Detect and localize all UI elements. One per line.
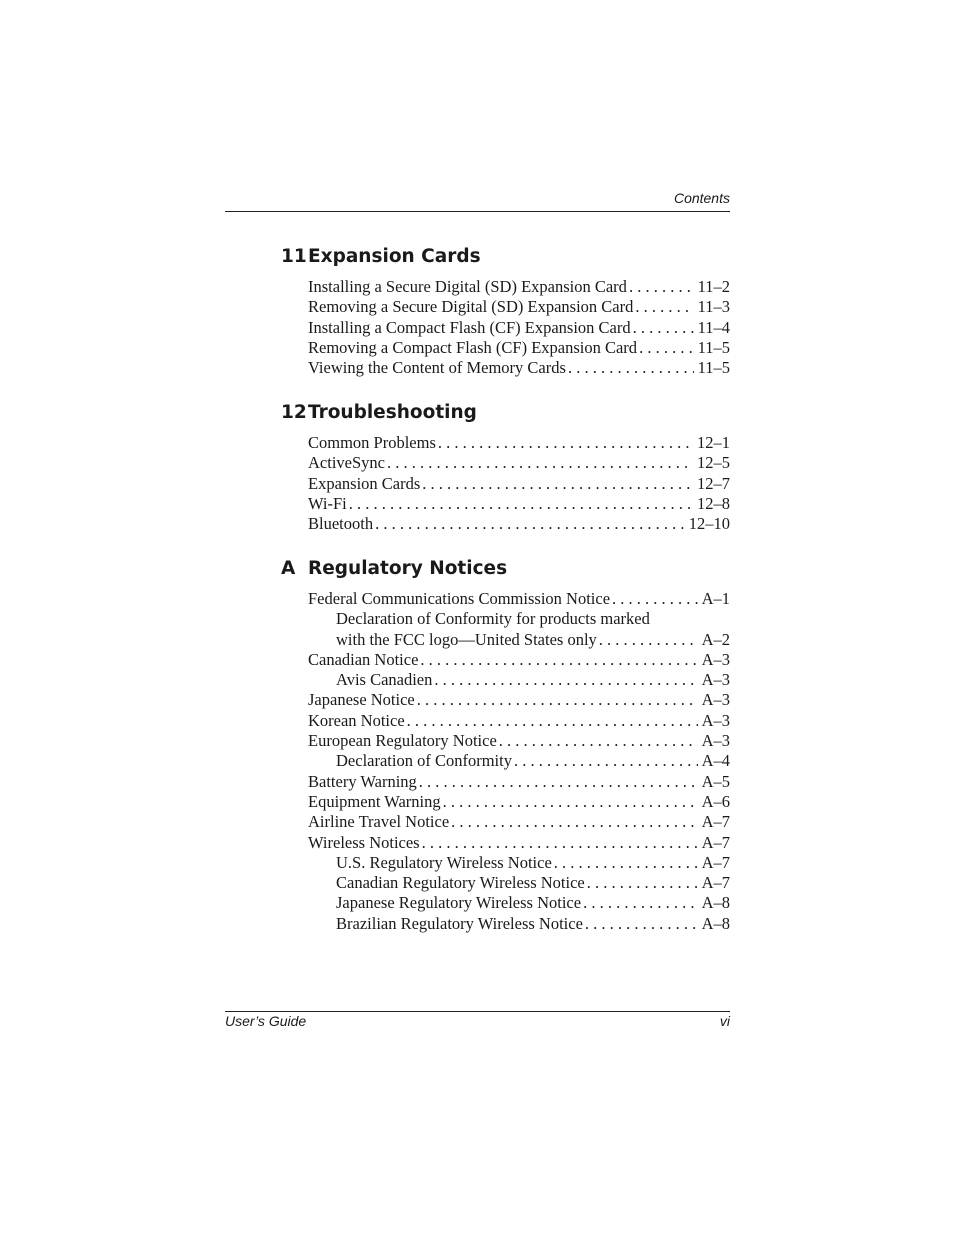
toc-entry[interactable]	[281, 731, 730, 751]
chapter-title: Troubleshooting	[308, 402, 477, 423]
toc-entry[interactable]	[281, 609, 730, 629]
toc-entry[interactable]	[281, 893, 730, 913]
toc-entry[interactable]	[281, 833, 730, 853]
toc-entry[interactable]	[281, 318, 730, 338]
dot-leader	[419, 772, 698, 792]
toc-entry[interactable]	[281, 873, 730, 893]
footer-guide-title: User’s Guide	[225, 1013, 307, 1029]
dot-leader	[387, 453, 693, 473]
toc-entry-label: U.S. Regulatory Wireless Notice	[336, 852, 552, 872]
dot-leader	[407, 711, 698, 731]
toc-entry-page: 12–5	[697, 453, 730, 473]
toc-entry-page: A–5	[701, 771, 730, 791]
dot-leader	[633, 318, 694, 338]
toc-entry-label: Brazilian Regulatory Wireless Notice	[336, 913, 583, 933]
toc-entry-page: 11–4	[697, 317, 730, 337]
toc-entry-page: 12–7	[697, 473, 730, 493]
running-header: Contents	[673, 190, 730, 206]
toc-entry[interactable]	[281, 433, 730, 453]
toc-entry-page: A–7	[701, 873, 730, 893]
toc-entry-label: Expansion Cards	[308, 473, 421, 493]
dot-leader	[375, 514, 685, 534]
footer-page-number: vi	[719, 1013, 730, 1029]
toc-entry-label: ActiveSync	[308, 453, 385, 473]
toc-entry-label: Viewing the Content of Memory Cards	[308, 358, 566, 378]
toc-entry-label: Japanese Notice	[308, 690, 415, 710]
toc-entry-label: Bluetooth	[308, 514, 374, 534]
toc-entry[interactable]	[281, 494, 730, 514]
chapter-title: Expansion Cards	[308, 246, 481, 267]
toc-entry-label: Wi-Fi	[308, 493, 347, 513]
chapter-number: 11	[281, 246, 307, 267]
toc-entry[interactable]	[281, 853, 730, 873]
toc-entry-label: Battery Warning	[308, 771, 417, 791]
toc-entry-page: 12–8	[697, 493, 730, 513]
dot-leader	[438, 433, 693, 453]
toc-entries	[281, 589, 730, 934]
toc-entry-page: A–3	[701, 710, 730, 730]
toc-entry-label: Federal Communications Commission Notice	[308, 589, 611, 608]
toc-entry[interactable]	[281, 338, 730, 358]
toc-entry-page: A–3	[701, 670, 730, 690]
toc-entry-page: A–2	[701, 629, 730, 649]
toc-entry[interactable]	[281, 589, 730, 609]
dot-leader	[599, 630, 698, 650]
toc-entry-label: Installing a Compact Flash (CF) Expansion Card	[308, 317, 631, 337]
toc-entry-label: Equipment Warning	[308, 791, 441, 811]
dot-leader	[443, 792, 698, 812]
toc-entry-label: Avis Canadien	[336, 670, 433, 690]
chapter-heading	[281, 401, 730, 425]
toc-entry-label: Installing a Secure Digital (SD) Expansion Card	[308, 277, 627, 296]
toc-entry[interactable]	[281, 277, 730, 297]
running-footer	[225, 1013, 730, 1029]
chapter-number: A	[281, 558, 296, 579]
chapter-title: Regulatory Notices	[308, 558, 508, 579]
toc-entry-label: Korean Notice	[308, 710, 405, 730]
chapter-heading	[281, 557, 730, 581]
dot-leader	[451, 812, 697, 832]
toc-entry[interactable]	[281, 358, 730, 378]
dot-leader	[585, 914, 698, 934]
chapter-heading	[281, 245, 730, 269]
toc-entry[interactable]	[281, 474, 730, 494]
toc-entry-page: A–3	[701, 731, 730, 751]
toc-entry-page: A–7	[701, 832, 730, 852]
toc-entry-label: Declaration of Conformity for products marked	[336, 609, 650, 629]
chapter-number: 12	[281, 402, 307, 423]
toc-entry-page: A–7	[701, 812, 730, 832]
toc-entry[interactable]	[281, 751, 730, 771]
toc-entry[interactable]	[281, 812, 730, 832]
toc-entry-page: 11–3	[697, 297, 730, 317]
dot-leader	[422, 474, 693, 494]
dot-leader	[587, 873, 698, 893]
dot-leader	[514, 751, 698, 771]
dot-leader	[499, 731, 698, 751]
toc-entry-page: A–7	[701, 852, 730, 872]
dot-leader	[635, 297, 693, 317]
toc-entry[interactable]	[281, 453, 730, 473]
toc-entry-page: A–4	[701, 751, 730, 771]
dot-leader	[434, 670, 697, 690]
chapter-a-regulatory-notices	[281, 557, 730, 934]
toc-entry[interactable]	[281, 772, 730, 792]
dot-leader	[422, 833, 698, 853]
toc-entry-page: 11–5	[697, 337, 730, 357]
toc-entry-label: Canadian Regulatory Wireless Notice	[336, 873, 585, 893]
toc-entry-page: 11–2	[697, 277, 730, 296]
dot-leader	[417, 690, 698, 710]
dot-leader	[639, 338, 694, 358]
chapter-11-expansion-cards	[281, 245, 730, 378]
dot-leader	[349, 494, 693, 514]
toc-entry-page: 11–5	[697, 358, 730, 378]
toc-entry-label: with the FCC logo—United States only	[336, 629, 597, 649]
toc-entry[interactable]	[281, 650, 730, 670]
toc-entry-page: 12–10	[688, 514, 730, 534]
toc-entry[interactable]	[281, 514, 730, 534]
toc-entry-page: A–6	[701, 791, 730, 811]
toc-entry-label: Canadian Notice	[308, 649, 419, 669]
toc-entry-label: European Regulatory Notice	[308, 731, 497, 751]
toc-entries	[281, 433, 730, 534]
dot-leader	[612, 589, 698, 609]
chapter-12-troubleshooting	[281, 401, 730, 534]
dot-leader	[554, 853, 698, 873]
toc-entry[interactable]	[281, 630, 730, 650]
toc-entry-page: A–1	[701, 589, 730, 608]
dot-leader	[629, 277, 694, 297]
dot-leader	[583, 893, 698, 913]
header-rule	[225, 211, 730, 212]
toc-entry[interactable]	[281, 914, 730, 934]
toc-entry-label: Declaration of Conformity	[336, 751, 512, 771]
toc-entry-label: Common Problems	[308, 433, 436, 452]
toc-entries	[281, 277, 730, 378]
toc-entry-page: A–3	[701, 690, 730, 710]
dot-leader	[420, 650, 697, 670]
toc-entry-label: Removing a Secure Digital (SD) Expansion Card	[308, 297, 634, 317]
toc-entry[interactable]	[281, 297, 730, 317]
toc-entry-label: Removing a Compact Flash (CF) Expansion Card	[308, 337, 638, 357]
toc-entry[interactable]	[281, 711, 730, 731]
toc-entry-page: A–8	[701, 913, 730, 933]
toc-entry[interactable]	[281, 792, 730, 812]
toc-entry-page: 12–1	[697, 433, 730, 452]
footer-rule	[225, 1011, 730, 1012]
toc-entry-label: Japanese Regulatory Wireless Notice	[336, 893, 582, 913]
toc-entry-page: A–8	[701, 893, 730, 913]
dot-leader	[568, 358, 694, 378]
toc-entry-page: A–3	[701, 649, 730, 669]
toc-entry-label: Airline Travel Notice	[308, 812, 450, 832]
toc-entry[interactable]	[281, 690, 730, 710]
toc-entry-label: Wireless Notices	[308, 832, 420, 852]
toc-entry[interactable]	[281, 670, 730, 690]
